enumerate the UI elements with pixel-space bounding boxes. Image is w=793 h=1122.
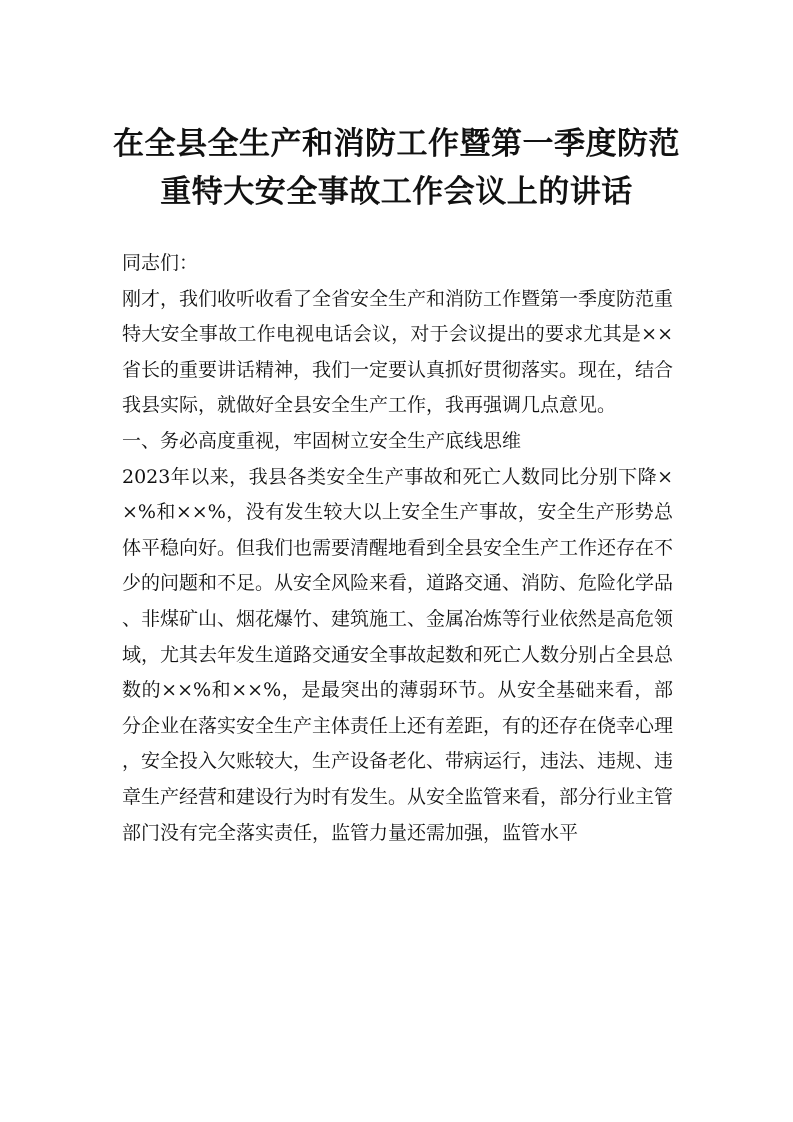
paragraph-section-1: 2023年以来，我县各类安全生产事故和死亡人数同比分别下降××%和××%，没有发生较大以上安全生产事故，安全生产形势总体平稳向好。但我们也需要清醒地看到全县安全生产工作还存在不少的问题和不足。从安全风险来看，道路交通、消防、危险化学品、非煤矿山、烟花爆竹、建筑施工、金属冶炼等行业依然是高危领域，尤其去年发生道路交通安全事故起数和死亡人数分别占全县总数的××%和××%，是最突出的薄弱环节。从安全基础来看，部分企业在落实安全生产主体责任上还有差距，有的还存在侥幸心理，安全投入欠账较大，生产设备老化、带病运行，违法、违规、违章生产经营和建设行为时有发生。从安全监管来看，部分行业主管部门没有完全落实责任，监管力量还需加强，监管水平 <box>122 465 674 844</box>
section-heading-1: 一、务必高度重视，牢固树立安全生产底线思维 <box>122 429 522 452</box>
salutation: 同志们： <box>122 252 199 274</box>
paragraph-intro: 刚才，我们收听收看了全省安全生产和消防工作暨第一季度防范重特大安全事故工作电视电话会议，对于会议提出的要求尤其是××省长的重要讲话精神，我们一定要认真抓好贯彻落实。现在，结合我县实际，就做好全县安全生产工作，我再强调几点意见。 <box>122 287 674 417</box>
document-title-line-2: 重特大安全事故工作会议上的讲话 <box>160 174 633 210</box>
document-title-line-1: 在全县全生产和消防工作暨第一季度防范 <box>113 126 680 162</box>
document-body <box>122 246 673 851</box>
